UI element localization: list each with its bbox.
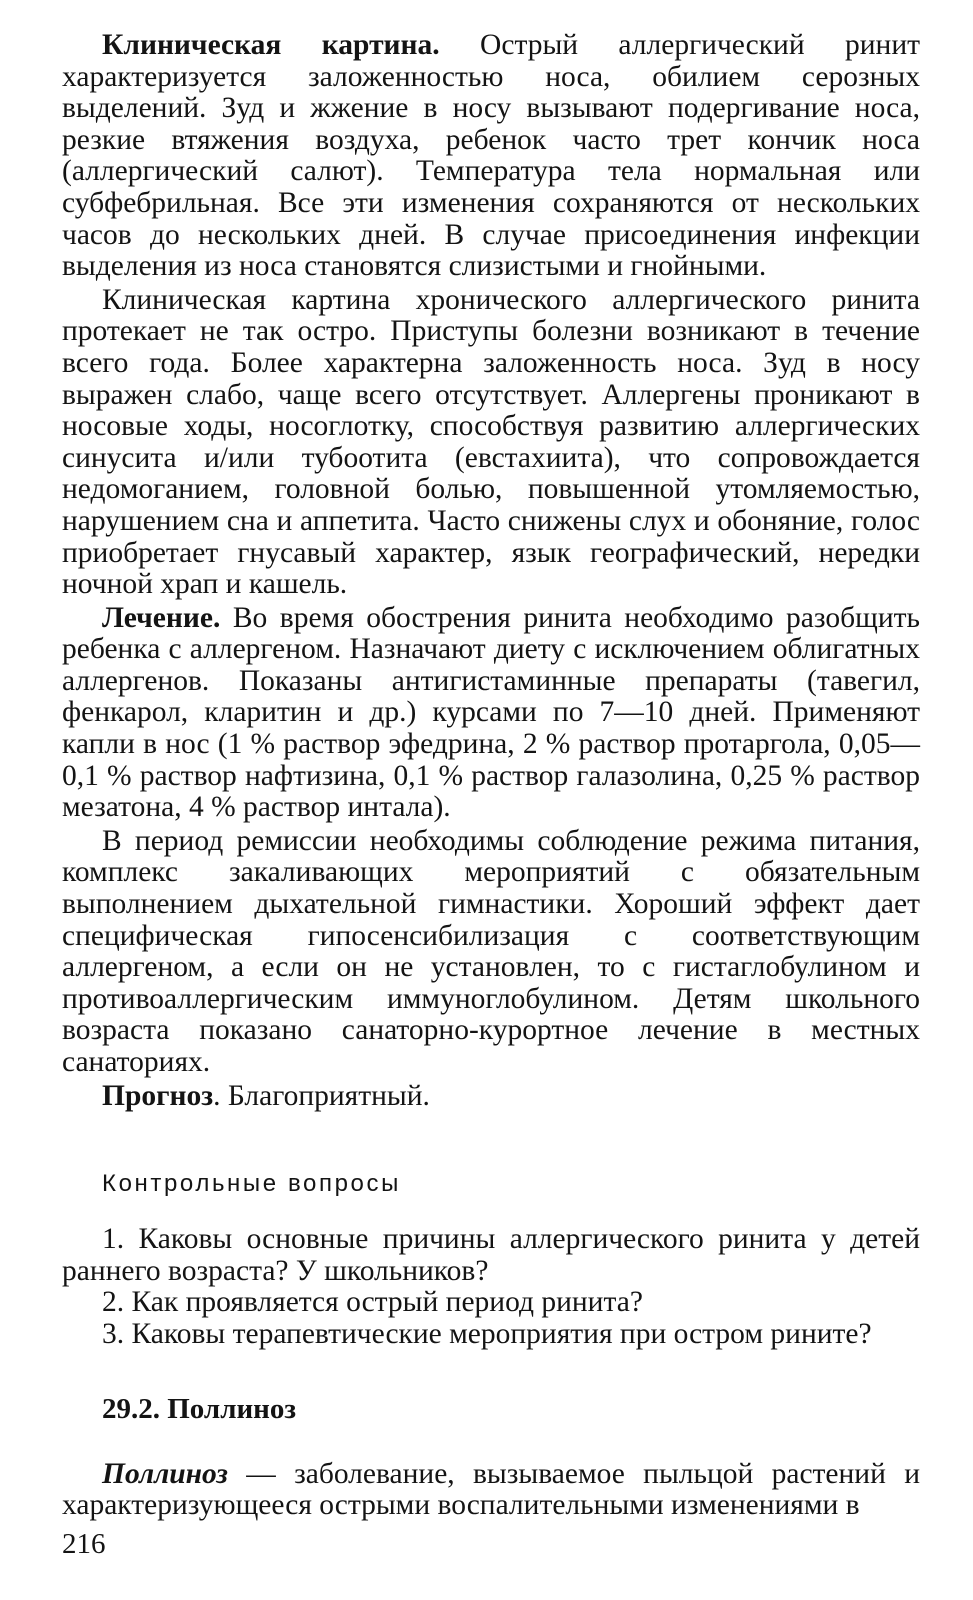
paragraph-text: Во время обострения ринита необходимо разобщить ребенка с аллергеном. Назначают диету с исключением облигатных аллергенов. Показаны антигистаминные препараты (тавегил, фенкарол, кларитин и др.) курсами по 7—10 дней. Применяют капли в нос (1 % раствор эфедрина, 2 % раствор протаргола, 0,05—0,1 % раствор нафтизина, 0,1 % раствор галазолина, 0,25 % раствор мезатона, 4 % раствор интала). [62,601,920,824]
paragraph-lead: Клиническая картина. [102,29,440,61]
paragraph-definition [62,1459,920,1522]
question-item: 1. Каковы основные причины аллергического ринита у детей раннего возраста? У школьников? [62,1223,920,1287]
questions-heading: Контрольные вопросы [102,1170,401,1198]
paragraph-prognosis [62,1081,920,1113]
section-title: 29.2. Поллиноз [102,1392,297,1425]
page-number: 216 [62,1528,106,1560]
page-body [62,30,920,1522]
definition-text: — заболевание, вызываемое пыльцой растений и характеризующееся острыми воспалительными изменениями в [62,1457,920,1522]
paragraph-remission [62,826,920,1079]
paragraph-chronic-rhinitis [62,285,920,601]
paragraph-lead: Прогноз [102,1079,214,1112]
definition-term: Поллиноз [102,1457,228,1490]
paragraph-clinical-picture [62,30,920,283]
paragraph-text: Острый аллергический ринит характеризуется заложенностью носа, обилием серозных выделений. Зуд и жжение в носу вызывают подергивание носа, резкие втяжения воздуха, ребенок часто трет кончик носа (аллергический салют). Температура тела нормальная или субфебрильная. Все эти изменения сохраняются от нескольких часов до нескольких дней. В случае присоединения инфекции выделения из носа становятся слизистыми и гнойными. [62,29,921,283]
paragraph-lead: Лечение. [102,601,221,634]
paragraph-text: В период ремиссии необходимы соблюдение режима питания, комплекс закаливающих мероприятий с обязательным выполнением дыхательной гимнастики. Хороший эффект дает специфическая гипосенсибилизация с соответствующим аллергеном, а если он не установлен, то с гистаглобулином и противоаллергическим иммуноглобулином. Детям школьного возраста показано санаторно-курортное лечение в местных санаториях. [62,824,920,1078]
questions-list [62,1224,920,1350]
paragraph-text: Клиническая картина хронического аллергического ринита протекает не так остро. Приступы болезни возникают в течение всего года. Более характерна заложенность носа. Зуд в носу выражен слабо, чаще всего отсутствует. Аллергены проникают в носовые ходы, носоглотку, способствуя развитию аллергических синусита и/или тубоотита (евстахиита), что сопровождается недомоганием, головной болью, повышенной утомляемостью, нарушением сна и аппетита. Часто снижены слух и обоняние, голос приобретает гнусавый характер, язык географический, нередки ночной храп и кашель. [62,283,920,601]
paragraph-text: . Благоприятный. [213,1079,430,1112]
paragraph-treatment [62,603,920,824]
question-item: 3. Каковы терапевтические мероприятия при остром рините? [102,1317,872,1350]
question-item: 2. Как проявляется острый период ринита? [102,1286,643,1319]
